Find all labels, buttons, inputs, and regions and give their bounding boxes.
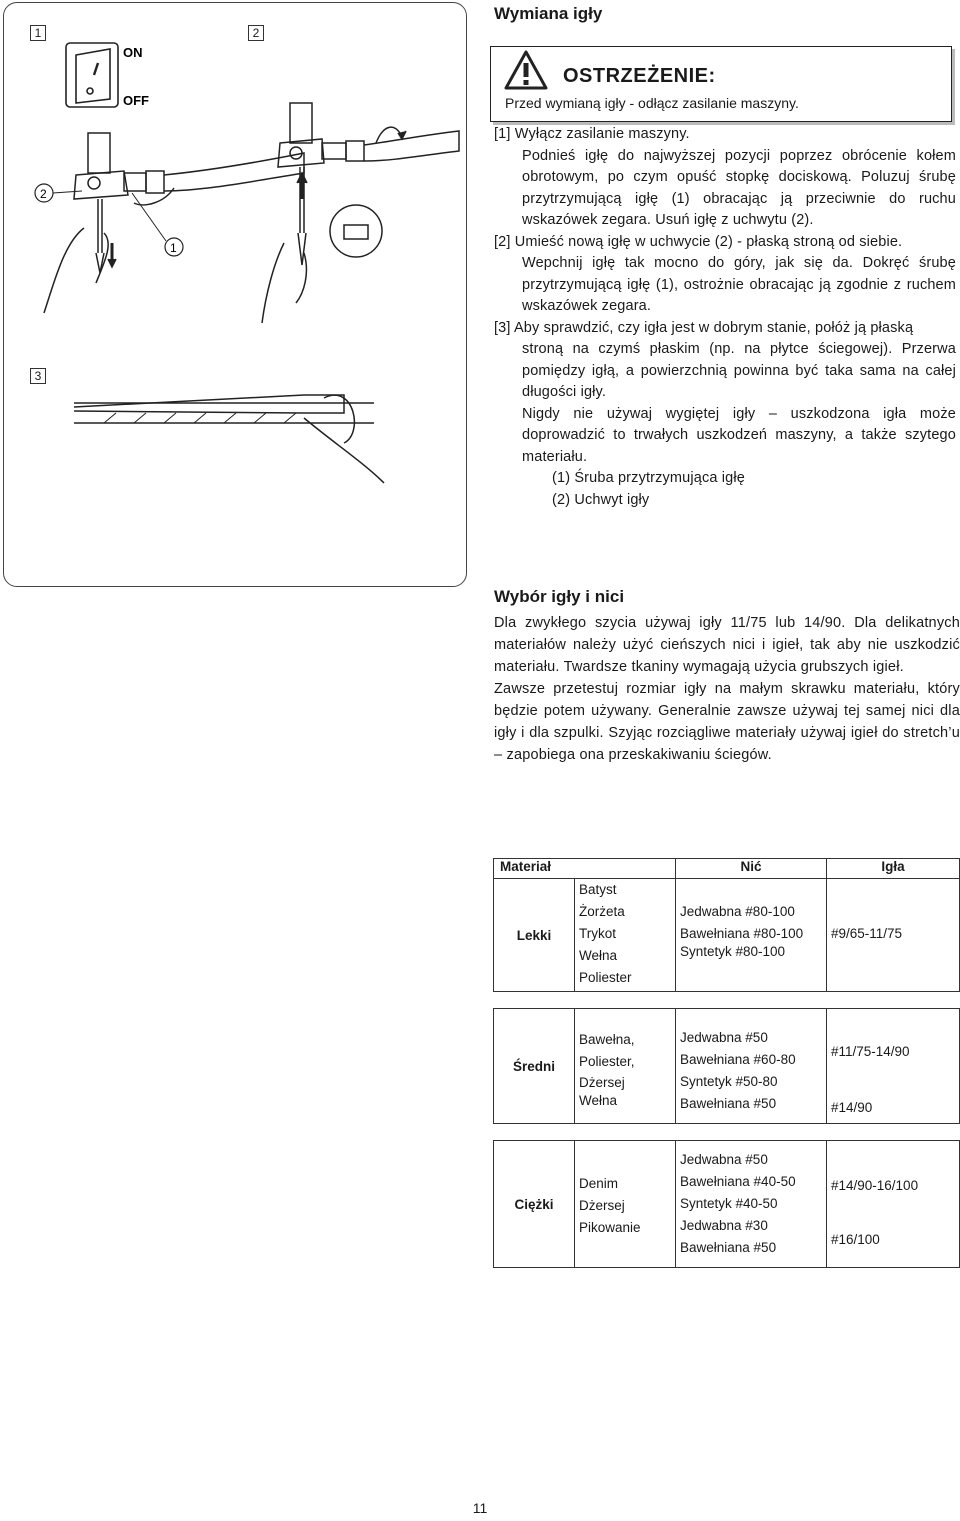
step1-line1: [1] Wyłącz zasilanie maszyny. [494, 126, 690, 142]
header-needle: Igła [827, 859, 960, 879]
step1-text: Podnieś igłę do najwyższej pozycji poprzez obrócenie kołem obrotowym, po czym opuść stopkę dociskową. Poluzuj śrubę przytrzymującą igłę (1) obracając ją przeciwnie do ruchu wskazówek zegara. Usuń igłę z uchwytu (2). [522, 147, 956, 228]
list-item: Bawełniana #40-50 [680, 1174, 796, 1189]
callout-2-figure1: 2 [40, 187, 47, 201]
list-item: Syntetyk #50-80 [680, 1074, 778, 1089]
needle-thread-text [494, 612, 960, 766]
switch-on-label: ON [123, 45, 143, 60]
needle-change-drawing [4, 3, 466, 586]
list-item: Wełna [579, 948, 618, 963]
legend-holder: (2) Uchwyt igły [552, 491, 650, 508]
paragraph-2: Zawsze przetestuj rozmiar igły na małym skrawku materiału, który będzie potem używany. Generalnie zawsze używaj tej samej nici dla igły i dla szpulki. Szyjąc rozciągliwe materiały używaj igieł do stretch’u – zapobiega ona przeskakiwaniu ściegów. [494, 681, 960, 763]
power-switch-icon [66, 43, 118, 107]
never-use-bent-needle-text: Nigdy nie używaj wygiętej igły – uszkodzona igła może doprowadzić to trwałych uszkodzeń maszyny, a także szytego materiału. [522, 405, 956, 465]
paragraph-1: Dla zwykłego szycia używaj igły 11/75 lub 14/90. Dla delikatnych materiałów należy użyć cieńszych nici i igieł, tak aby nie uszkodzić materiału. Twardsze tkaniny wymagają użycia grubszych igieł. [494, 615, 960, 675]
needles-light [827, 879, 959, 945]
figure-badge-3: 3 [30, 368, 46, 384]
list-item: Bawełniana #50 [680, 1096, 777, 1111]
warning-text: Przed wymianą igły - odłącz zasilanie maszyny. [505, 95, 799, 111]
threads-medium [676, 1009, 826, 1115]
warning-title: OSTRZEŻENIE: [563, 65, 716, 87]
list-item: #14/90 [831, 1100, 873, 1115]
list-item: Batyst [579, 882, 617, 897]
list-item: Bawełniana #80-100 [680, 926, 804, 941]
threads-heavy [676, 1141, 826, 1259]
list-item: Jedwabna #50 [680, 1152, 768, 1167]
needles-heavy [827, 1141, 959, 1251]
list-item: Poliester, [579, 1054, 635, 1069]
needle-clamp-figure-1 [44, 133, 304, 313]
warning-triangle-icon [503, 49, 549, 91]
figure-badge-1: 1 [30, 25, 46, 41]
section-title-needle-thread-choice: Wybór igły i nici [494, 587, 625, 606]
table-row-medium [494, 1009, 960, 1124]
needle-flat-check-figure-3 [74, 395, 384, 483]
list-item: Denim [579, 1176, 619, 1191]
section-title-needle-change: Wymiana igły [494, 4, 603, 23]
switch-off-label: OFF [123, 93, 149, 108]
list-item: Trykot [579, 926, 616, 941]
weight-medium: Średni [494, 1009, 575, 1124]
list-item: Pikowanie [579, 1220, 641, 1235]
table-header-row [494, 859, 960, 879]
list-item: Jedwabna #50 [680, 1030, 768, 1045]
header-thread: Nić [676, 859, 827, 879]
warning-box [490, 46, 952, 122]
list-item: #9/65-11/75 [831, 926, 903, 941]
list-item: Syntetyk #80-100 [680, 944, 786, 959]
weight-light: Lekki [494, 879, 575, 992]
legend-screw: (1) Śruba przytrzymująca igłę [552, 470, 745, 486]
page-number: 11 [472, 1500, 488, 1516]
materials-heavy [575, 1141, 675, 1239]
list-item: #11/75-14/90 [831, 1044, 910, 1059]
table-row-heavy [494, 1141, 960, 1268]
illustration-panel [3, 2, 467, 587]
list-item: Bawełna, [579, 1032, 635, 1047]
step2-line1: [2] Umieść nową igłę w uchwycie (2) - płaską stroną od siebie. [494, 233, 903, 250]
list-item: Poliester [579, 970, 632, 985]
list-item: Bawełniana #60-80 [680, 1052, 796, 1067]
step3-text: stroną na czymś płaskim (np. na płytce ściegowej). Przerwa pomiędzy igłą, a powierzchnią powinna być taka sama na całej długości igły. [522, 341, 956, 400]
callout-1-figure1: 1 [170, 241, 177, 255]
list-item: #14/90-16/100 [831, 1178, 919, 1193]
list-item: Dżersej [579, 1075, 625, 1090]
list-item: Dżersej [579, 1198, 625, 1213]
weight-heavy: Ciężki [494, 1141, 575, 1268]
step2-text: Wepchnij igłę tak mocno do góry, jak się da. Dokręć śrubę przytrzymującą igłę (1), ostrożnie obracając ją zgodnie z ruchem wskazówek zegara. [522, 255, 956, 314]
list-item: Bawełniana #50 [680, 1240, 777, 1255]
materials-medium [575, 1009, 675, 1109]
table-row-light [494, 879, 960, 992]
header-material: Materiał [494, 859, 676, 879]
needles-medium [827, 1009, 959, 1119]
list-item: Syntetyk #40-50 [680, 1196, 778, 1211]
fabric-thread-needle-table [493, 858, 960, 1268]
list-item: Żorżeta [579, 904, 625, 919]
threads-light [676, 879, 826, 959]
list-item: Jedwabna #80-100 [680, 904, 795, 919]
figure-badge-2: 2 [248, 25, 264, 41]
materials-light [575, 879, 675, 989]
list-item: #16/100 [831, 1232, 880, 1247]
instructions-block [494, 124, 956, 511]
list-item: Wełna [579, 1093, 618, 1108]
step3-line1: [3] Aby sprawdzić, czy igła jest w dobrym stanie, połóż ją płaską [494, 319, 914, 336]
needle-clamp-figure-2 [262, 103, 459, 323]
list-item: Jedwabna #30 [680, 1218, 768, 1233]
